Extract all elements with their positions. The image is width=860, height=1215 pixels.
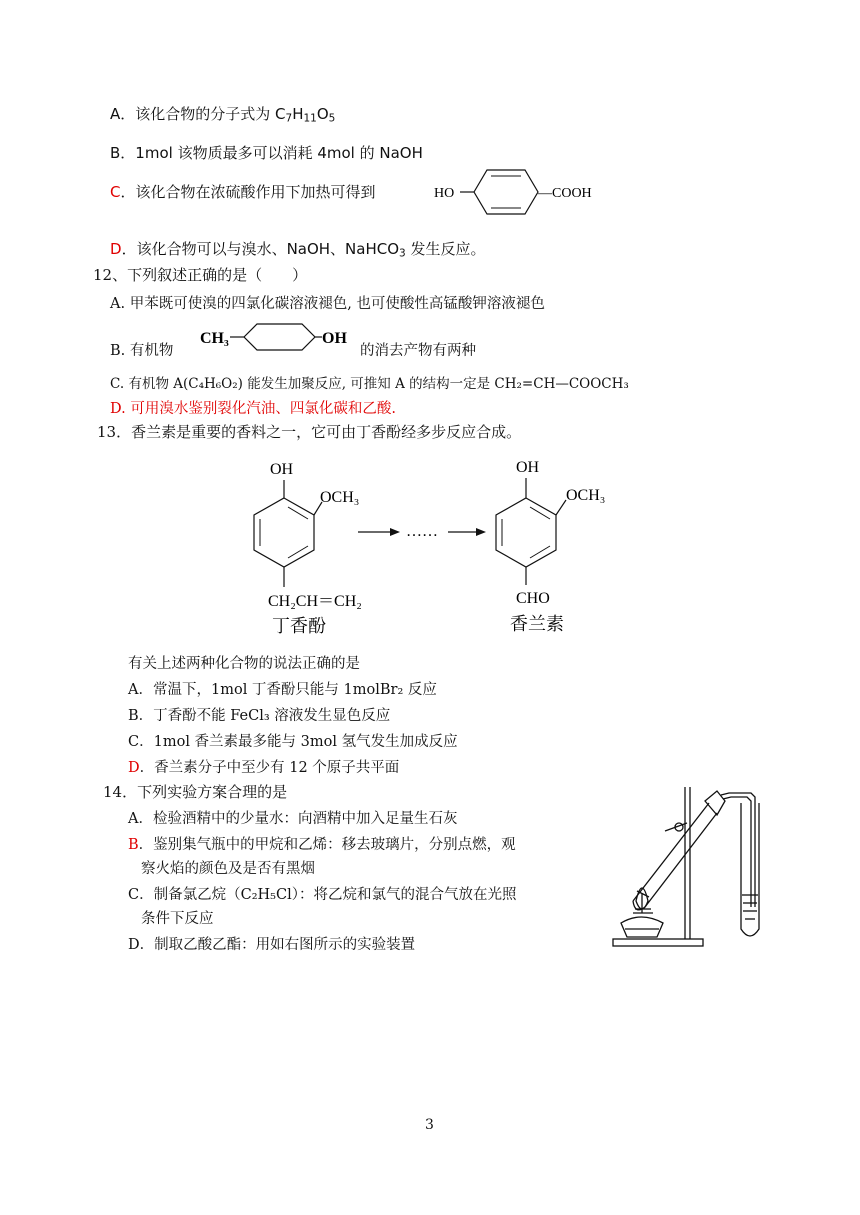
reaction-dots: …… [406, 523, 438, 540]
q11-option-b: B．1mol 该物质最多可以消耗 4mol 的 NaOH [110, 144, 423, 162]
svg-text:OH: OH [516, 459, 540, 476]
methylcyclohexanol-structure [200, 322, 350, 364]
option-label-correct: D [128, 760, 140, 776]
svg-text:CH₃: CH₃ [200, 330, 229, 347]
q12-option-b-prefix: B. 有机物 [110, 343, 174, 359]
q12-stem: 12、下列叙述正确的是（ ） [93, 266, 308, 284]
option-label-correct: C [110, 183, 121, 201]
eugenol-structure [254, 461, 362, 637]
svg-text:—COOH: —COOH [538, 186, 592, 201]
q13-option-b: B．丁香酚不能 FeCl₃ 溶液发生显色反应 [128, 708, 391, 724]
vanillin-structure [496, 459, 605, 635]
q12-option-b-suffix: 的消去产物有两种 [360, 343, 476, 359]
option-label: B [110, 144, 121, 162]
eugenol-name: 丁香酚 [272, 616, 326, 637]
q12-option-a: A. 甲苯既可使溴的四氯化碳溶液褪色, 也可使酸性高锰酸钾溶液褪色 [110, 296, 545, 312]
q13-reaction-scheme [230, 450, 650, 640]
svg-text:OCH₃: OCH₃ [566, 487, 606, 504]
option-label-correct: D [110, 240, 122, 258]
q14-option-c-line2: 条件下反应 [141, 911, 214, 927]
q13-stem: 13．香兰素是重要的香料之一，它可由丁香酚经多步反应合成。 [97, 423, 522, 441]
q14-option-a: A．检验酒精中的少量水：向酒精中加入足量生石灰 [128, 811, 458, 827]
q14-option-b: B．鉴别集气瓶中的甲烷和乙烯：移去玻璃片，分别点燃，观 [128, 837, 516, 853]
hydroxybenzoic-acid-structure [430, 165, 610, 217]
page-number: 3 [425, 1117, 434, 1133]
option-label: A [110, 105, 121, 123]
q11-option-d: D．该化合物可以与溴水、NaOH、NaHCO$_3$ 发生反应。 [110, 240, 486, 260]
q13-option-c: C．1mol 香兰素最多能与 3mol 氢气发生加成反应 [128, 734, 458, 750]
svg-text:CHO: CHO [516, 590, 550, 607]
q11-option-c: C．该化合物在浓硫酸作用下加热可得到 [110, 183, 376, 201]
vanillin-name: 香兰素 [510, 614, 564, 635]
svg-text:HO: HO [434, 186, 455, 201]
q13-option-d: D．香兰素分子中至少有 12 个原子共平面 [128, 760, 400, 776]
svg-text:OH: OH [322, 330, 347, 347]
option-label-correct: B [128, 837, 139, 853]
q14-option-b-line2: 察火焰的颜色及是否有黑烟 [141, 861, 315, 877]
ester-apparatus-figure [605, 783, 765, 953]
svg-text:OH: OH [270, 461, 294, 478]
q14-stem: 14．下列实验方案合理的是 [103, 783, 288, 801]
svg-text:OCH₃: OCH₃ [320, 489, 360, 506]
q11-option-a: A．该化合物的分子式为 $C_7H_{11}O_5$ [110, 105, 336, 125]
q12-option-d-correct: D. 可用溴水鉴别裂化汽油、四氯化碳和乙酸. [110, 401, 396, 417]
q14-option-d: D．制取乙酸乙酯：用如右图所示的实验装置 [128, 937, 416, 953]
q13-sub-stem: 有关上述两种化合物的说法正确的是 [128, 656, 360, 672]
svg-text:CH₂CH＝CH₂: CH₂CH＝CH₂ [268, 593, 362, 610]
q13-option-a: A．常温下，1mol 丁香酚只能与 1molBr₂ 反应 [128, 682, 437, 698]
q14-option-c: C．制备氯乙烷（C₂H₅Cl）：将乙烷和氯气的混合气放在光照 [128, 887, 517, 903]
q12-option-c: C. 有机物 A(C₄H₆O₂) 能发生加聚反应, 可推知 A 的结构一定是 CH₂=CH—COOCH₃ [110, 376, 629, 392]
